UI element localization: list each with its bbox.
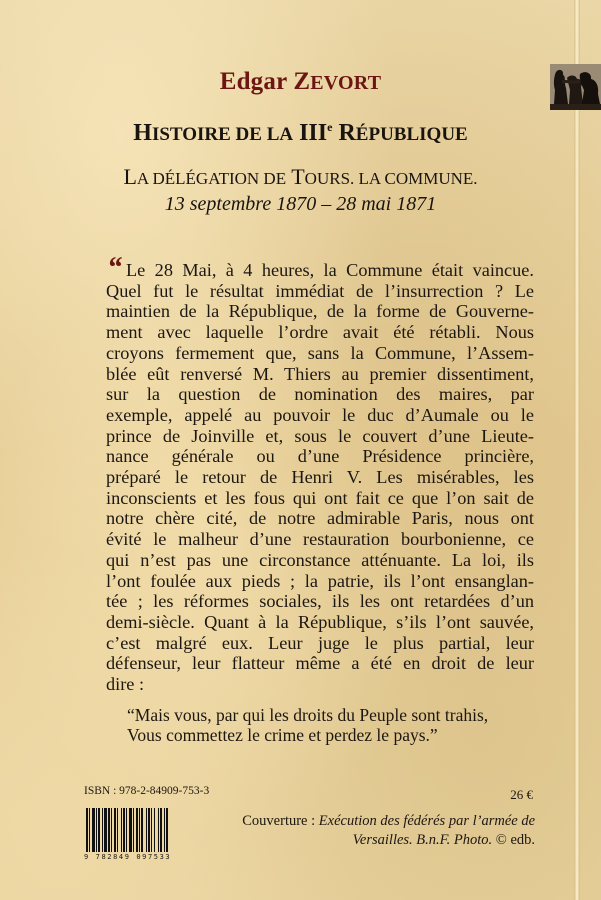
excerpt-line: dire : <box>106 674 145 695</box>
credit-copyright: © edb. <box>495 832 535 848</box>
subtitle-part: A D <box>136 169 165 188</box>
excerpt-paragraph <box>106 260 534 695</box>
excerpt-line: qui n’est pas une circonstance atténuante. La loi, ils <box>106 549 534 570</box>
open-quote-mark-icon: “ <box>107 251 122 284</box>
barcode <box>84 808 200 856</box>
barcode-bar <box>164 808 165 852</box>
excerpt-line: croyons fermement que, sans la Commune, l’Assem- <box>106 342 534 363</box>
barcode-bar <box>104 808 107 852</box>
excerpt-line: Quel fut le résultat immédiat de l’insurrection ? Le <box>106 280 534 301</box>
title-smallcaps-republique: ÉPUBLIQUE <box>355 124 468 145</box>
title-initial: H <box>133 120 152 146</box>
barcode-bar <box>158 808 159 852</box>
subtitle-part: OURS. L <box>304 169 369 188</box>
barcode-bar <box>98 808 100 852</box>
barcode-bar <box>136 808 138 852</box>
excerpt-line: inconscients et les fous qui ont fait ce que l’on sait de <box>106 487 534 508</box>
barcode-bar <box>126 808 127 852</box>
credit-caption-2: Versailles. B.n.F. Photo. <box>352 832 493 848</box>
barcode-bar <box>129 808 132 852</box>
excerpt-line: l’ont foulée aux pieds ; la patrie, ils l’ont ensanglan- <box>106 570 534 591</box>
barcode-bar <box>117 808 118 852</box>
title-roman-numeral: III <box>299 120 328 146</box>
author-name <box>0 68 601 96</box>
book-title <box>0 120 601 147</box>
book-subtitle <box>0 164 601 190</box>
barcode-bar <box>148 808 150 852</box>
credit-caption-1: Exécution des fédérés par l’armée de <box>318 813 535 829</box>
barcode-bar <box>108 808 110 852</box>
author-last-initial: Z <box>293 68 311 95</box>
subtitle-initial-t: T <box>291 164 305 189</box>
excerpt-line: ment avec laquelle l’ordre avait été rétabli. Nous <box>106 322 534 343</box>
isbn-label: ISBN : 978-2-84909-753-3 <box>84 785 210 797</box>
barcode-bar <box>154 808 155 852</box>
barcode-bar <box>114 808 116 852</box>
barcode-bar <box>151 808 152 852</box>
excerpt-line: évité le malheur d’une restauration bourbonienne, ce <box>106 529 534 550</box>
barcode-digits: 9 782849 097533 <box>84 853 172 861</box>
barcode-bar <box>86 808 88 852</box>
excerpt-line: tée ; les réformes sociales, ils les ont retardées d’un <box>106 591 534 612</box>
credit-label: Couverture : <box>242 813 316 829</box>
excerpt-line: demi-siècle. Quant à la République, s’ils l’ont sauvée, <box>106 611 534 632</box>
title-smallcaps: ISTOIRE DE LA <box>151 124 294 145</box>
excerpt-line: préparé le retour de Henri V. Les misérables, les <box>106 467 534 488</box>
date-range: 13 septembre 1870 – 28 mai 1871 <box>164 193 437 215</box>
excerpt-line: maintien de la République, de la forme de Gouverne- <box>106 301 534 322</box>
barcode-bar <box>102 808 103 852</box>
excerpt-line: nance générale ou d’une Présidence princière, <box>106 446 534 467</box>
excerpt-line: exemple, appelé au pouvoir le duc d’Aumale ou le <box>106 404 534 425</box>
verse-quotation <box>127 705 488 745</box>
author-first-name: Edgar <box>219 68 287 95</box>
verse-line: “Mais vous, par qui les droits du Peuple sont trahis, <box>127 705 489 725</box>
author-last-name-smallcaps: EVORT <box>310 72 382 94</box>
excerpt-line: blée eût renversé M. Thiers au premier dissentiment, <box>106 363 534 384</box>
barcode-bar <box>96 808 97 852</box>
barcode-bar <box>111 808 112 852</box>
barcode-bar <box>121 808 122 852</box>
price: 26 € <box>510 787 533 802</box>
barcode-bar <box>160 808 162 852</box>
cover-credit <box>242 812 535 850</box>
barcode-bar <box>139 808 140 852</box>
subtitle-part: OMMUNE. <box>395 169 478 188</box>
barcode-bar <box>133 808 134 852</box>
barcode-bar <box>89 808 90 852</box>
barcode-bar <box>146 808 147 852</box>
excerpt-line: sur la question de nomination des maires, par <box>106 384 534 405</box>
title-superscript: e <box>327 120 333 134</box>
verse-line: Vous commettez le crime et perdez le pays.” <box>127 725 438 745</box>
barcode-bar <box>123 808 125 852</box>
excerpt-line: Le 28 Mai, à 4 heures, la Commune était vaincue. <box>126 260 534 280</box>
title-initial-r: R <box>338 120 356 146</box>
excerpt-line: notre chère cité, de notre admirable Paris, nous ont <box>106 508 534 529</box>
subtitle-part: A C <box>368 169 396 188</box>
excerpt-line: prince de Joinville et, sous le couvert d’une Lieute- <box>106 425 534 446</box>
excerpt-line: défenseur, leur flatteur même a été en droit de leur <box>106 653 534 674</box>
excerpt-line: c’est malgré eux. Leur juge le plus partial, leur <box>106 632 534 653</box>
barcode-bar <box>92 808 95 852</box>
barcode-bar <box>166 808 168 852</box>
subtitle-initial-l: L <box>123 164 137 189</box>
barcode-bar <box>141 808 143 852</box>
subtitle-part: ÉLÉGATION DE <box>164 169 287 188</box>
